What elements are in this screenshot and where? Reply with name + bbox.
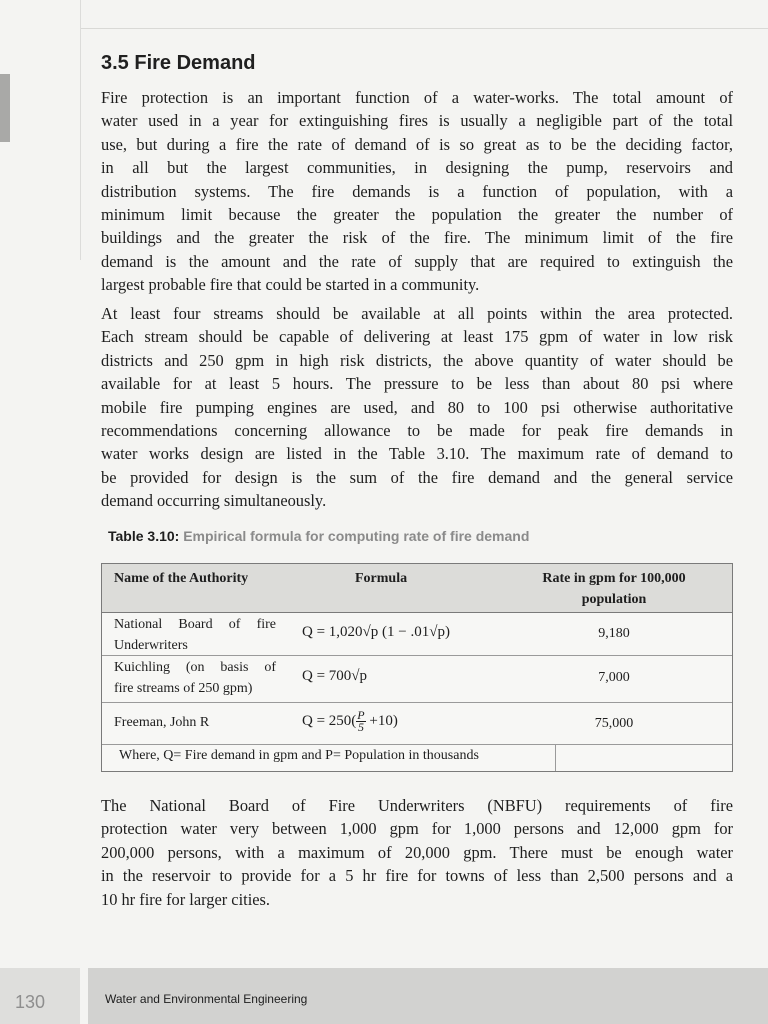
cell-rate: 7,000 bbox=[598, 670, 630, 685]
paragraph-line: The National Board of Fire Underwriters (NBFU) requirements of fire bbox=[101, 796, 733, 815]
cell-authority bbox=[114, 614, 276, 656]
header-authority: Name of the Authority bbox=[114, 571, 249, 586]
paragraph-line: 200,000 persons, with a maximum of 20,000 gpm. There must be enough water bbox=[101, 842, 733, 862]
table-row bbox=[102, 655, 732, 703]
table-caption-label: Table 3.10: bbox=[108, 528, 180, 544]
header-formula: Formula bbox=[355, 571, 408, 586]
cell-formula: Q = 700√p bbox=[302, 668, 368, 684]
formula-numerator: P bbox=[357, 708, 365, 722]
margin-tab bbox=[0, 74, 10, 142]
paragraph-line: recommendations concerning allowance to be made for peak fire demands in bbox=[101, 421, 733, 441]
table-header-row bbox=[102, 564, 732, 613]
paragraph-line: minimum limit because the greater the population the greater the number of bbox=[101, 205, 733, 225]
section-heading: 3.5 Fire Demand bbox=[101, 52, 256, 74]
header-rate-line2: population bbox=[581, 592, 647, 607]
cell-rate: 9,180 bbox=[598, 626, 630, 641]
paragraph-line: be provided for design is the sum of the fire demand and the general service bbox=[101, 467, 733, 487]
authority-line: Freeman, John R bbox=[114, 715, 210, 730]
authority-line: Kuichling (on basis of bbox=[114, 660, 276, 675]
paragraph-line: Each stream should be capable of delivering at least 175 gpm of water in low risk bbox=[101, 327, 733, 347]
note-divider bbox=[555, 744, 556, 771]
paragraph-fire-protection bbox=[101, 86, 733, 297]
paragraph-line: demand occurring simultaneously. bbox=[101, 491, 327, 511]
cell-authority bbox=[114, 657, 276, 699]
table-caption bbox=[108, 528, 529, 544]
authority-line: National Board of fire bbox=[114, 617, 276, 632]
formula-prefix: Q = 250( bbox=[302, 712, 357, 729]
page-number: 130 bbox=[15, 992, 46, 1012]
paragraph-nbfu bbox=[101, 794, 733, 911]
paragraph-line: 10 hr fire for larger cities. bbox=[101, 889, 270, 909]
footer-book-title: Water and Environmental Engineering bbox=[105, 992, 308, 1006]
paragraph-line: water used in a year for extinguishing fires is usually a negligible part of the total bbox=[101, 111, 733, 131]
cell-formula: Q = 1,020√p (1 − .01√p) bbox=[302, 624, 450, 640]
authority-line: fire streams of 250 gpm) bbox=[114, 681, 253, 696]
table-note-row bbox=[102, 744, 732, 771]
paragraph-line: available for at least 5 hours. The pressure to be less than about 80 psi where bbox=[101, 374, 733, 394]
paragraph-line: districts and 250 gpm in high risk districts, the above quantity of water should be bbox=[101, 350, 733, 370]
margin-rule bbox=[80, 0, 81, 260]
paragraph-line: largest probable fire that could be started in a community. bbox=[101, 275, 480, 295]
paragraph-line: water works design are listed in the Table 3.10. The maximum rate of demand to bbox=[101, 444, 733, 464]
table-caption-title: Empirical formula for computing rate of fire demand bbox=[183, 528, 530, 544]
paragraph-line: buildings and the greater the risk of the fire. The minimum limit of the fire bbox=[101, 228, 733, 248]
paragraph-line: in the reservoir to provide for a 5 hr fire for towns of less than 2,500 persons and a bbox=[101, 866, 733, 886]
table-row bbox=[102, 612, 732, 656]
cell-authority bbox=[114, 712, 276, 733]
formula-fraction bbox=[356, 710, 365, 733]
top-rule bbox=[80, 28, 768, 29]
cell-rate: 75,000 bbox=[594, 716, 634, 731]
paragraph-line: mobile fire pumping engines are used, and 80 to 100 psi otherwise authoritative bbox=[101, 397, 733, 417]
paragraph-line: protection water very between 1,000 gpm for 1,000 persons and 12,000 gpm for bbox=[101, 819, 733, 839]
paragraph-fire-streams bbox=[101, 302, 733, 513]
paragraph-line: distribution systems. The fire demands is a function of population, with a bbox=[101, 181, 733, 201]
header-rate-line1: Rate in gpm for 100,000 bbox=[542, 571, 686, 586]
paragraph-line: demand is the amount and the rate of supply that are required to extinguish the bbox=[101, 251, 733, 271]
paragraph-line: At least four streams should be available at all points within the area protected. bbox=[101, 304, 733, 323]
paragraph-line: Fire protection is an important function of a water-works. The total amount of bbox=[101, 88, 733, 107]
fire-demand-table bbox=[101, 563, 733, 772]
header-rate bbox=[524, 568, 704, 610]
paragraph-line: use, but during a fire the rate of demand of is so great as to be the deciding factor, bbox=[101, 134, 733, 154]
table-note: Where, Q= Fire demand in gpm and P= Population in thousands bbox=[119, 748, 479, 763]
cell-formula bbox=[302, 710, 398, 733]
formula-suffix: +10) bbox=[365, 712, 398, 729]
paragraph-line: in all but the largest communities, in designing the pump, reservoirs and bbox=[101, 158, 733, 178]
authority-line: Underwriters bbox=[114, 638, 188, 653]
table-row bbox=[102, 702, 732, 745]
formula-denominator: 5 bbox=[357, 720, 364, 734]
